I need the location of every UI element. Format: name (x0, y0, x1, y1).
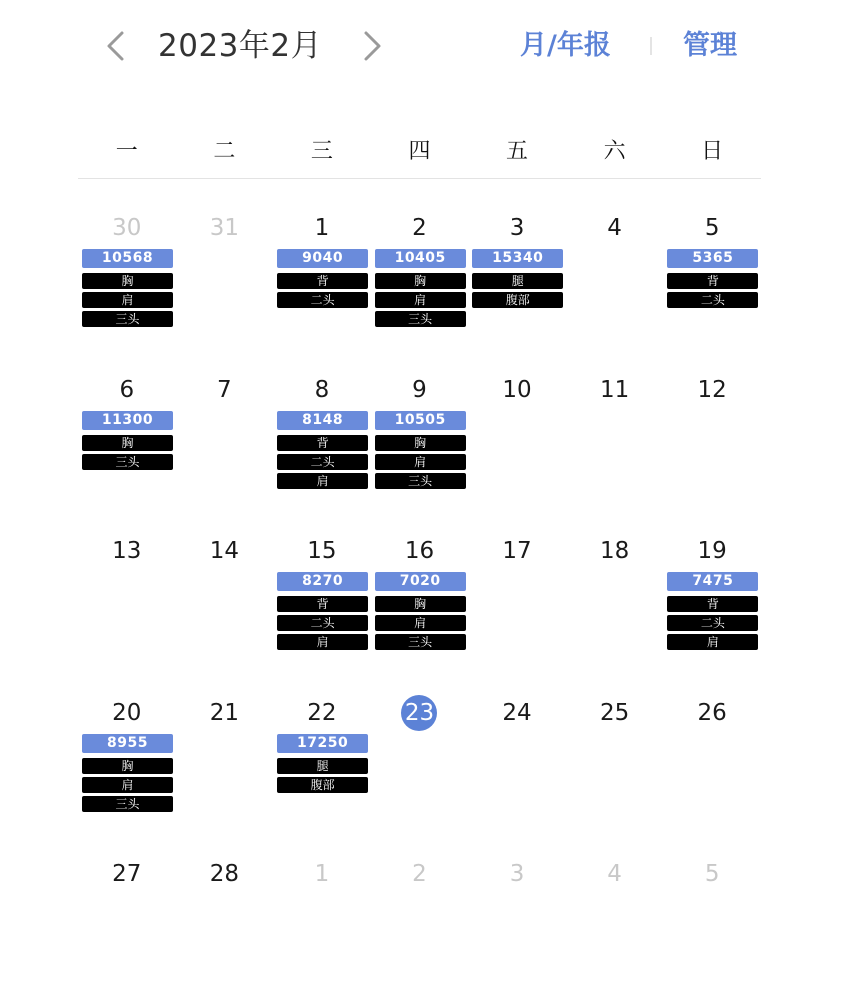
workout-entries (375, 249, 466, 330)
workout-entries (82, 734, 173, 815)
day-cell[interactable] (468, 519, 566, 681)
workout-entries (277, 411, 368, 492)
weekday-label: 五 (506, 139, 529, 164)
muscle-tag: 背 (277, 596, 368, 612)
day-number: 21 (209, 699, 239, 726)
day-cell[interactable] (566, 842, 664, 1004)
day-cell[interactable] (468, 358, 566, 520)
day-cell[interactable] (371, 681, 469, 843)
volume-badge: 8148 (277, 411, 368, 430)
muscle-tag: 肩 (82, 777, 173, 793)
muscle-tag: 胸 (82, 758, 173, 774)
workout-entries (667, 572, 758, 653)
volume-badge: 10505 (375, 411, 466, 430)
day-cell[interactable] (566, 519, 664, 681)
day-number: 2 (412, 215, 427, 241)
volume-badge: 7020 (375, 572, 466, 591)
day-number: 13 (112, 538, 142, 564)
workout-entries (82, 411, 173, 473)
day-number: 9 (412, 376, 427, 403)
day-cell[interactable] (663, 358, 761, 520)
day-number: 22 (307, 699, 337, 726)
day-cell[interactable] (273, 681, 371, 843)
day-number: 26 (697, 699, 727, 726)
day-number: 5 (704, 215, 720, 241)
calendar-header (0, 0, 846, 95)
weekday-label: 一 (115, 139, 138, 164)
workout-entries (375, 411, 466, 492)
day-number: 6 (119, 376, 135, 403)
day-cell[interactable] (176, 519, 274, 681)
volume-badge: 15340 (472, 249, 563, 268)
day-number: 19 (697, 538, 727, 564)
day-number: 3 (509, 861, 525, 887)
chevron-right-icon[interactable] (355, 28, 391, 64)
volume-badge: 9040 (277, 249, 368, 268)
weekday-label: 三 (310, 139, 333, 164)
workout-entries (277, 734, 368, 796)
volume-badge: 17250 (277, 734, 368, 753)
day-number: 31 (209, 215, 239, 241)
muscle-tag: 三头 (82, 796, 173, 812)
muscle-tag: 腿 (472, 273, 563, 289)
day-number: 24 (502, 699, 532, 726)
muscle-tag: 肩 (375, 615, 466, 631)
muscle-tag: 腿 (277, 758, 368, 774)
muscle-tag: 肩 (277, 634, 368, 650)
muscle-tag: 二头 (277, 615, 368, 631)
day-cell[interactable] (273, 358, 371, 520)
day-number: 17 (502, 538, 532, 564)
calendar-week (78, 842, 761, 1004)
volume-badge: 8955 (82, 734, 173, 753)
day-number: 5 (704, 861, 720, 887)
day-cell[interactable] (663, 519, 761, 681)
day-cell[interactable] (78, 519, 176, 681)
muscle-tag: 肩 (375, 454, 466, 470)
day-cell[interactable] (371, 358, 469, 520)
muscle-tag: 肩 (375, 292, 466, 308)
day-cell[interactable] (663, 196, 761, 358)
report-button[interactable]: 月/年报 (520, 30, 611, 61)
day-cell[interactable] (371, 842, 469, 1004)
chevron-left-icon[interactable] (97, 28, 133, 64)
weekday-label: 日 (701, 139, 724, 164)
day-number: 16 (404, 538, 435, 564)
calendar-week (78, 196, 761, 358)
day-cell[interactable] (176, 842, 274, 1004)
weekday-label: 二 (213, 139, 236, 164)
muscle-tag: 二头 (277, 292, 368, 308)
muscle-tag: 胸 (375, 435, 466, 451)
day-cell[interactable] (176, 196, 274, 358)
workout-entries (82, 249, 173, 330)
day-cell[interactable] (176, 681, 274, 843)
volume-badge: 7475 (667, 572, 758, 591)
day-cell[interactable] (78, 358, 176, 520)
day-number: 15 (307, 538, 337, 564)
day-number: 10 (502, 376, 532, 403)
day-cell[interactable] (273, 196, 371, 358)
muscle-tag: 胸 (375, 273, 466, 289)
day-number: 25 (599, 699, 630, 726)
day-number: 8 (314, 376, 330, 403)
day-cell[interactable] (176, 358, 274, 520)
day-number: 27 (112, 861, 142, 887)
divider (78, 178, 761, 179)
muscle-tag: 三头 (82, 454, 173, 470)
day-cell[interactable] (371, 519, 469, 681)
day-cell[interactable] (566, 681, 664, 843)
muscle-tag: 肩 (82, 292, 173, 308)
muscle-tag: 腹部 (472, 292, 563, 308)
muscle-tag: 背 (667, 273, 758, 289)
day-number: 11 (599, 376, 630, 403)
muscle-tag: 背 (277, 273, 368, 289)
muscle-tag: 肩 (277, 473, 368, 489)
day-number: 12 (697, 376, 727, 403)
manage-button[interactable]: 管理 (683, 30, 737, 61)
day-cell[interactable] (663, 681, 761, 843)
volume-badge: 8270 (277, 572, 368, 591)
muscle-tag: 三头 (375, 311, 466, 327)
muscle-tag: 胸 (82, 435, 173, 451)
day-number: 4 (607, 861, 622, 887)
muscle-tag: 二头 (667, 615, 758, 631)
workout-entries (277, 249, 368, 311)
today-marker: 23 (401, 695, 437, 731)
workout-entries (667, 249, 758, 311)
day-number: 1 (314, 215, 330, 241)
volume-badge: 11300 (82, 411, 173, 430)
muscle-tag: 背 (277, 435, 368, 451)
day-number: 7 (217, 376, 232, 403)
calendar-week (78, 681, 761, 843)
workout-entries (472, 249, 563, 311)
month-title: 2023年2月 (158, 28, 323, 64)
weekday-header (78, 132, 761, 172)
header-divider (650, 37, 652, 55)
day-cell[interactable] (78, 196, 176, 358)
volume-badge: 10405 (375, 249, 466, 268)
volume-badge: 5365 (667, 249, 758, 268)
day-cell[interactable] (78, 681, 176, 843)
muscle-tag: 三头 (375, 473, 466, 489)
day-cell[interactable] (78, 842, 176, 1004)
workout-entries (375, 572, 466, 653)
day-number: 3 (509, 215, 525, 241)
day-cell[interactable] (468, 196, 566, 358)
muscle-tag: 三头 (375, 634, 466, 650)
muscle-tag: 背 (667, 596, 758, 612)
calendar-week (78, 358, 761, 520)
day-number: 4 (607, 215, 622, 241)
weekday-label: 四 (408, 139, 431, 164)
workout-entries (277, 572, 368, 653)
day-cell[interactable] (371, 196, 469, 358)
day-number: 1 (314, 861, 330, 887)
day-cell[interactable] (468, 842, 566, 1004)
muscle-tag: 三头 (82, 311, 173, 327)
muscle-tag: 腹部 (277, 777, 368, 793)
day-number: 18 (599, 538, 630, 564)
muscle-tag: 肩 (667, 634, 758, 650)
day-number: 20 (112, 699, 142, 726)
day-cell[interactable] (273, 842, 371, 1004)
day-number: 30 (112, 215, 142, 241)
calendar-week (78, 519, 761, 681)
muscle-tag: 二头 (277, 454, 368, 470)
day-number: 2 (412, 861, 427, 887)
muscle-tag: 二头 (667, 292, 758, 308)
day-cell[interactable] (566, 196, 664, 358)
day-number: 28 (209, 861, 239, 887)
day-cell[interactable] (566, 358, 664, 520)
calendar-grid (78, 196, 761, 1004)
volume-badge: 10568 (82, 249, 173, 268)
day-number: 14 (209, 538, 239, 564)
weekday-label: 六 (603, 139, 626, 164)
day-cell[interactable] (468, 681, 566, 843)
day-cell[interactable] (273, 519, 371, 681)
muscle-tag: 胸 (375, 596, 466, 612)
muscle-tag: 胸 (82, 273, 173, 289)
day-cell[interactable] (663, 842, 761, 1004)
